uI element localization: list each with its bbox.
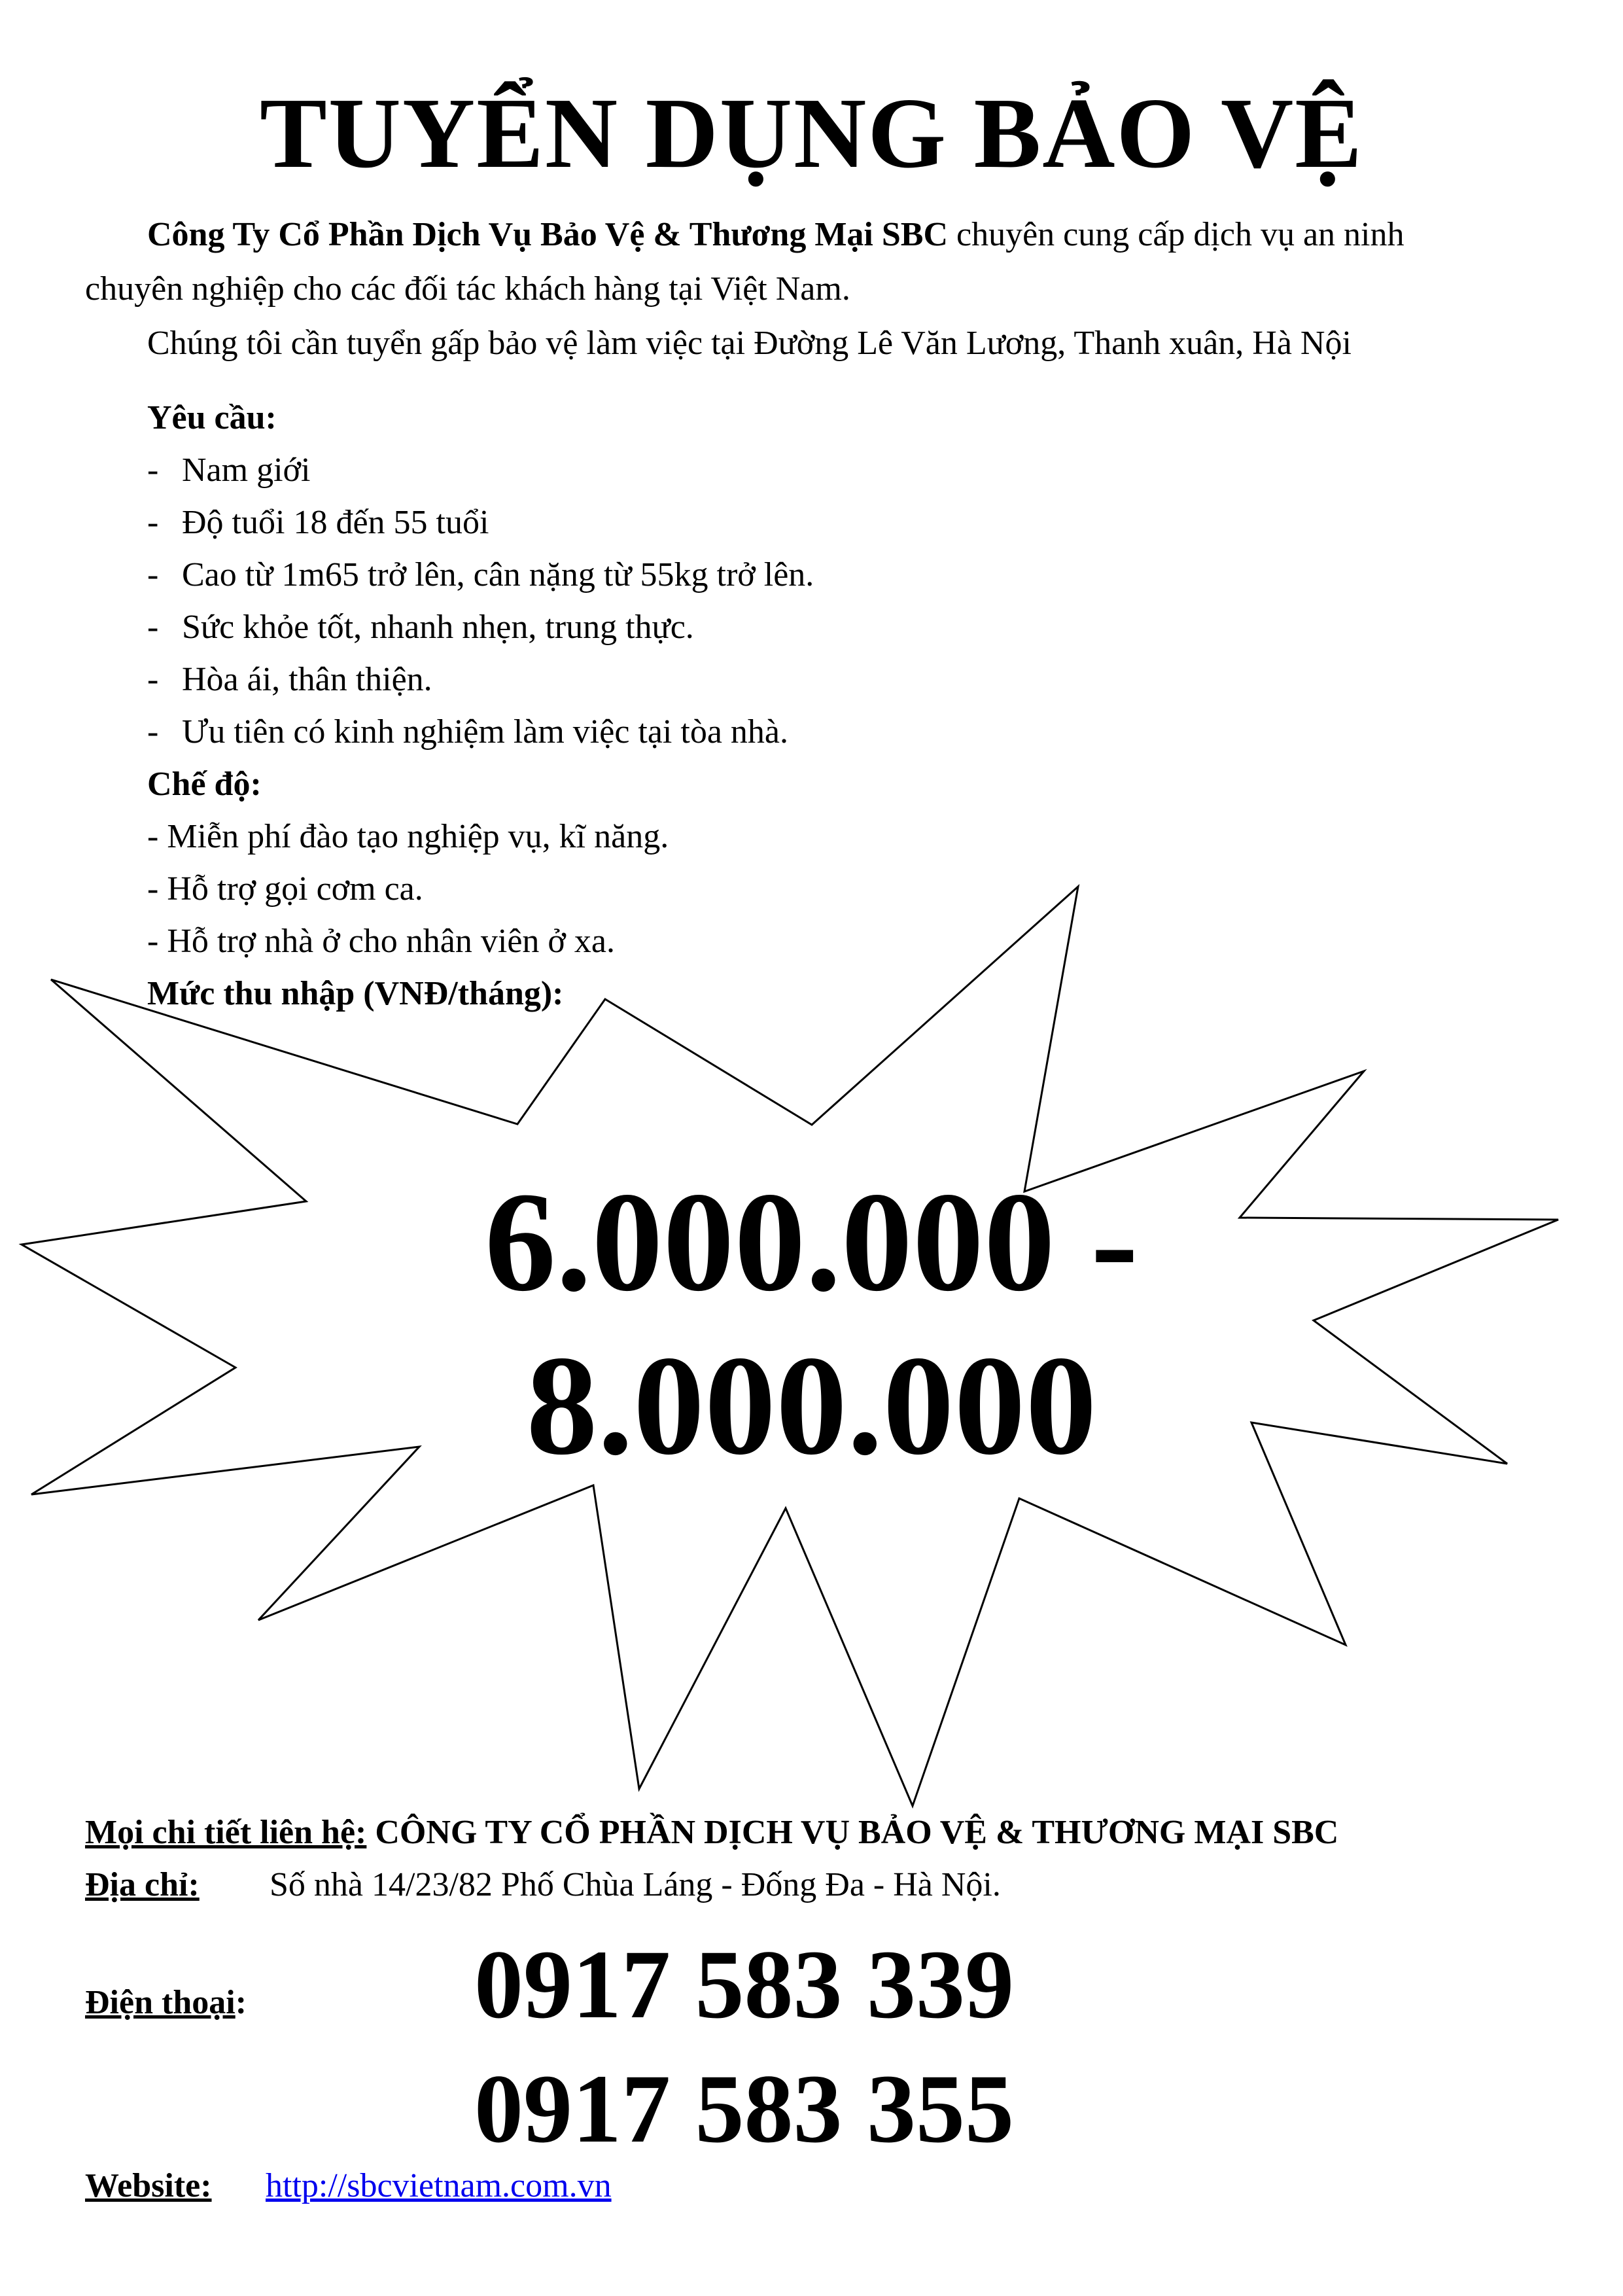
requirement-item: Độ tuổi 18 đến 55 tuổi (182, 504, 489, 541)
benefits-heading: Chế độ: (147, 766, 262, 803)
salary-min: 6.000.000 - (484, 1163, 1139, 1321)
phone-label-line (85, 1983, 247, 2023)
requirement-dash: - (147, 451, 159, 489)
requirement-item: Ưu tiên có kinh nghiệm làm việc tại tòa nhà. (182, 713, 788, 751)
company-name: Công Ty Cổ Phần Dịch Vụ Bảo Vệ & Thương Mại SBC (147, 216, 949, 253)
requirement-item: Hòa ái, thân thiện. (182, 661, 432, 698)
requirement-item: Nam giới (182, 451, 311, 489)
requirement-dash: - (147, 609, 159, 646)
requirement-item: Sức khỏe tốt, nhanh nhẹn, trung thực. (182, 609, 694, 646)
requirement-dash: - (147, 504, 159, 541)
benefit-item: - Miễn phí đào tạo nghiệp vụ, kĩ năng. (147, 818, 669, 855)
phone-label-colon: : (235, 1984, 247, 2021)
phone-label: Điện thoại (85, 1984, 236, 2021)
website-link[interactable]: http://sbcvietnam.com.vn (266, 2167, 612, 2204)
address-value: Số nhà 14/23/82 Phố Chùa Láng - Đống Đa - Hà Nội. (270, 1866, 1001, 1903)
requirement-dash: - (147, 661, 159, 698)
page-title: TUYỂN DỤNG BẢO VỆ (260, 78, 1363, 189)
website-label: Website: (85, 2167, 212, 2204)
contact-company: CÔNG TY CỔ PHẦN DỊCH VỤ BẢO VỆ & THƯƠNG MẠI SBC (366, 1814, 1339, 1851)
intro-line-3: Chúng tôi cần tuyển gấp bảo vệ làm việc tại Đường Lê Văn Lương, Thanh xuân, Hà Nội (147, 325, 1352, 362)
address-label: Địa chỉ: (85, 1866, 200, 1903)
requirements-heading: Yêu cầu: (147, 399, 277, 436)
intro-line-2: chuyên nghiệp cho các đối tác khách hàng tại Việt Nam. (85, 270, 850, 308)
salary-max: 8.000.000 (526, 1327, 1097, 1485)
contact-details-label: Mọi chi tiết liên hệ: (85, 1814, 367, 1851)
income-heading: Mức thu nhập (VNĐ/tháng): (147, 975, 564, 1012)
requirement-dash: - (147, 713, 159, 751)
contact-details-line (85, 1812, 1338, 1853)
phone-number-1: 0917 583 339 (474, 1930, 1014, 2039)
benefit-item: - Hỗ trợ nhà ở cho nhân viên ở xa. (147, 923, 615, 960)
requirement-dash: - (147, 556, 159, 593)
requirement-item: Cao từ 1m65 trở lên, cân nặng từ 55kg trở lên. (182, 556, 814, 593)
phone-number-2: 0917 583 355 (474, 2055, 1014, 2163)
intro-line-1-rest: chuyên cung cấp dịch vụ an ninh (948, 216, 1405, 253)
benefit-item: - Hỗ trợ gọi cơm ca. (147, 870, 423, 908)
